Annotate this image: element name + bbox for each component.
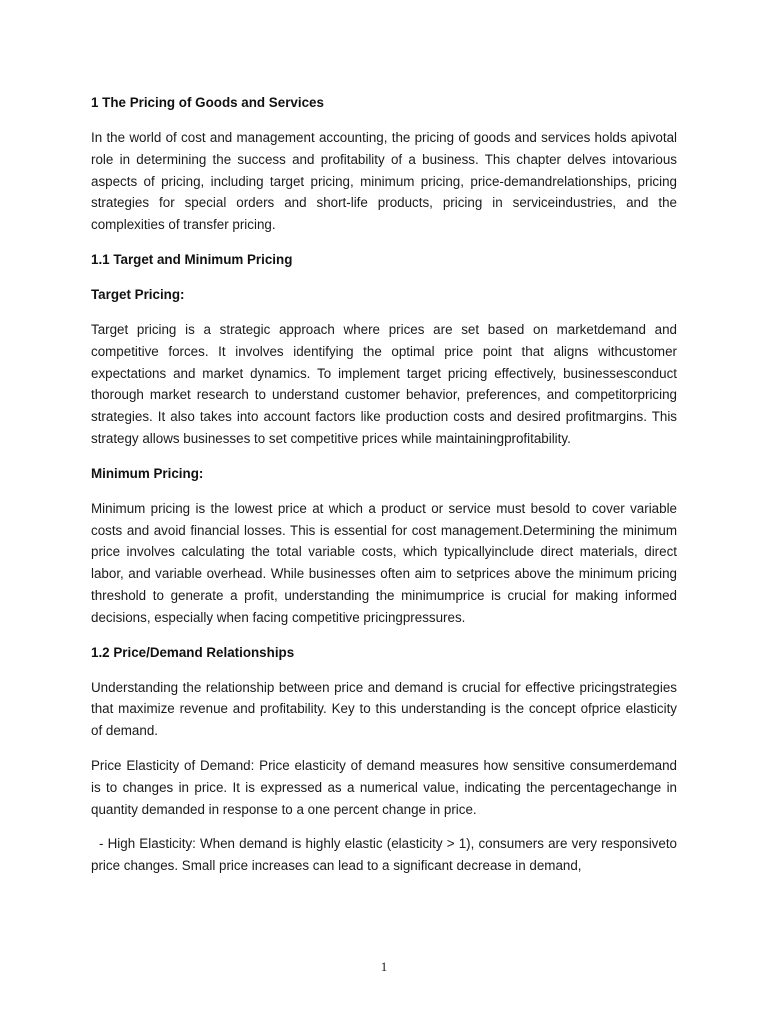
intro-paragraph: In the world of cost and management accounting, the pricing of goods and services holds apivotal role in determining the success and profitability of a business. This chapter delves intovarious aspects of pricing, including target pricing, minimum pricing, price-demandrelationships, pricing strategies for special orders and short-life products, pricing in serviceindustries, and the complexities of transfer pricing. xyxy=(91,130,677,233)
page-number: 1 xyxy=(380,959,388,974)
section-1-2-heading: 1.2 Price/Demand Relationships xyxy=(91,644,295,660)
target-pricing-heading: Target Pricing: xyxy=(91,286,185,302)
price-demand-intro-paragraph: Understanding the relationship between price and demand is crucial for effective pricingstrategies that maximize revenue and profitability. Key to this understanding is the concept ofprice elasticity of demand. xyxy=(91,679,677,739)
section-1-1-heading: 1.1 Target and Minimum Pricing xyxy=(91,251,293,267)
chapter-title: 1 The Pricing of Goods and Services xyxy=(91,95,324,110)
minimum-pricing-heading: Minimum Pricing: xyxy=(91,465,204,481)
high-elasticity-paragraph: - High Elasticity: When demand is highly elastic (elasticity > 1), consumers are very responsiveto price changes. Small price increases can lead to a significant decrease in demand, xyxy=(91,836,677,874)
minimum-pricing-paragraph: Minimum pricing is the lowest price at which a product or service must besold to cover variable costs and avoid financial losses. This is essential for cost management.Determining the minimum price involves calculating the total variable costs, which typicallyinclude direct materials, direct labor, and variable overhead. While businesses often aim to setprices above the minimum pricing threshold to generate a profit, understanding the minimumprice is crucial for making informed decisions, especially when facing competitive pricingpressures. xyxy=(91,500,677,625)
price-elasticity-paragraph: Price Elasticity of Demand: Price elasticity of demand measures how sensitive consumerdemand is to changes in price. It is expressed as a numerical value, indicating the percentagechange in quantity demanded in response to a one percent change in price. xyxy=(91,757,677,817)
target-pricing-paragraph: Target pricing is a strategic approach where prices are set based on marketdemand and competitive forces. It involves identifying the optimal price point that aligns withcustomer expectations and market dynamics. To implement target pricing effectively, businessesconduct thorough market research to understand customer behavior, preferences, and competitorpricing strategies. It also takes into account factors like production costs and desired profitmargins. This strategy allows businesses to set competitive prices while maintainingprofitability. xyxy=(91,321,677,446)
page-content xyxy=(91,92,677,890)
